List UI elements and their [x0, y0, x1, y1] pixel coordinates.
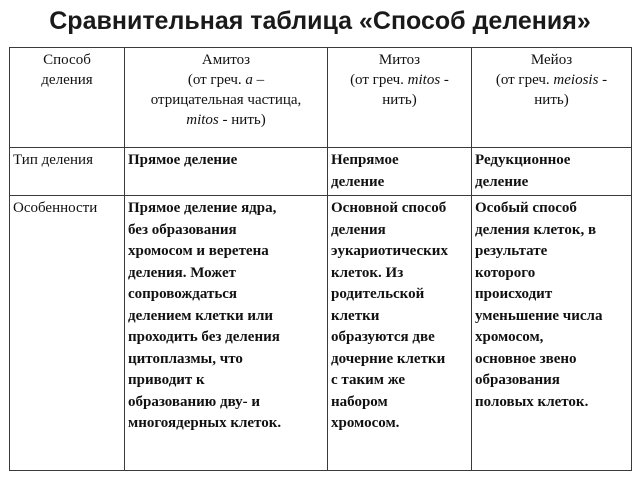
header-meiosis-origin-line2: нить) [534, 92, 569, 108]
cell-line: половых клеток. [475, 393, 589, 410]
cell-type-meiosis [472, 148, 632, 196]
cell-line: образованию дву- и [128, 393, 261, 410]
origin-latin-mitos: mitos [186, 112, 219, 128]
origin-open-text: (от греч. [350, 72, 408, 88]
cell-line: клетки [331, 307, 380, 324]
cell-line: делением клетки или [128, 307, 274, 324]
header-mitosis-origin-line2: нить) [382, 92, 417, 108]
slide-title: Сравнительная таблица «Способ деления» [49, 7, 591, 35]
cell-line: деления. Может [128, 264, 237, 281]
header-cell-method [10, 48, 125, 148]
cell-line: деления [331, 221, 386, 238]
table-row-type [10, 148, 632, 196]
table-row-features [10, 196, 632, 471]
cell-line: без образования [128, 221, 237, 238]
row-label-text: Тип деления [13, 152, 93, 168]
header-method-line2: деления [41, 72, 93, 88]
row-label-features [10, 196, 125, 471]
header-amitosis-origin-line3 [128, 110, 324, 130]
cell-features-mitosis [328, 196, 472, 471]
cell-line: Особый способ [475, 200, 577, 216]
cell-line: цитоплазмы, что [128, 350, 243, 367]
cell-line: хромосом. [331, 415, 400, 431]
cell-line: уменьшение числа [475, 307, 603, 324]
cell-line: основное звено [475, 350, 577, 367]
cell-line: многоядерных клеток. [128, 415, 282, 431]
row-label-text: Особенности [13, 200, 98, 216]
cell-line: образуются две [331, 329, 435, 345]
cell-line: результате [475, 243, 548, 259]
origin-dash: - [598, 72, 608, 88]
row-label-type [10, 148, 125, 196]
cell-line: дочерние клетки [331, 350, 446, 367]
header-cell-mitosis [328, 48, 472, 148]
header-amitosis-origin-line1 [128, 70, 324, 90]
header-meiosis-name: Мейоз [530, 52, 573, 68]
cell-line: образования [475, 372, 560, 388]
header-meiosis-origin-line1 [475, 70, 628, 90]
cell-type-amitosis [125, 148, 328, 196]
origin-latin-mitos: mitos [407, 72, 441, 88]
header-amitosis-origin-line2: отрицательная частица, [150, 92, 302, 108]
origin-latin-a: a [245, 72, 253, 88]
header-method-line1: Способ [43, 52, 91, 68]
origin-open-text: (от греч. [187, 72, 246, 88]
cell-line: приводит к [128, 372, 205, 388]
cell-line: родительской [331, 286, 425, 302]
cell-line: которого [475, 264, 536, 281]
cell-line: Прямое деление [128, 152, 238, 168]
cell-line: эукариотических [331, 243, 448, 259]
header-cell-amitosis [125, 48, 328, 148]
header-mitosis-origin-line1 [331, 70, 468, 90]
cell-line: происходит [475, 286, 553, 302]
comparison-table [9, 47, 632, 471]
cell-line: Основной способ [331, 200, 447, 216]
cell-line: Редукционное [475, 152, 571, 168]
cell-line: деления клеток, в [475, 221, 597, 238]
origin-dash: - [440, 72, 449, 88]
cell-line: с таким же [331, 372, 406, 388]
cell-line: Прямое деление ядра, [128, 200, 277, 216]
cell-line: набором [331, 393, 388, 410]
cell-line: проходить без деления [128, 329, 280, 345]
cell-line: деление [331, 173, 385, 190]
cell-line: хромосом и веретена [128, 243, 269, 259]
cell-features-amitosis [125, 196, 328, 471]
origin-end-text: - нить) [218, 112, 266, 128]
cell-line: Непрямое [331, 152, 399, 168]
header-cell-meiosis [472, 48, 632, 148]
header-amitosis-name: Амитоз [201, 52, 251, 68]
cell-line: хромосом, [475, 329, 544, 345]
cell-type-mitosis [328, 148, 472, 196]
cell-line: клеток. Из [331, 264, 404, 281]
header-mitosis-name: Митоз [378, 52, 421, 68]
cell-line: сопровождаться [128, 286, 238, 302]
origin-open-text: (от греч. [495, 72, 554, 88]
cell-features-meiosis [472, 196, 632, 471]
origin-dash: – [252, 72, 265, 88]
table-header-row [10, 48, 632, 148]
origin-latin-meiosis: meiosis [553, 72, 599, 88]
cell-line: деление [475, 173, 529, 190]
